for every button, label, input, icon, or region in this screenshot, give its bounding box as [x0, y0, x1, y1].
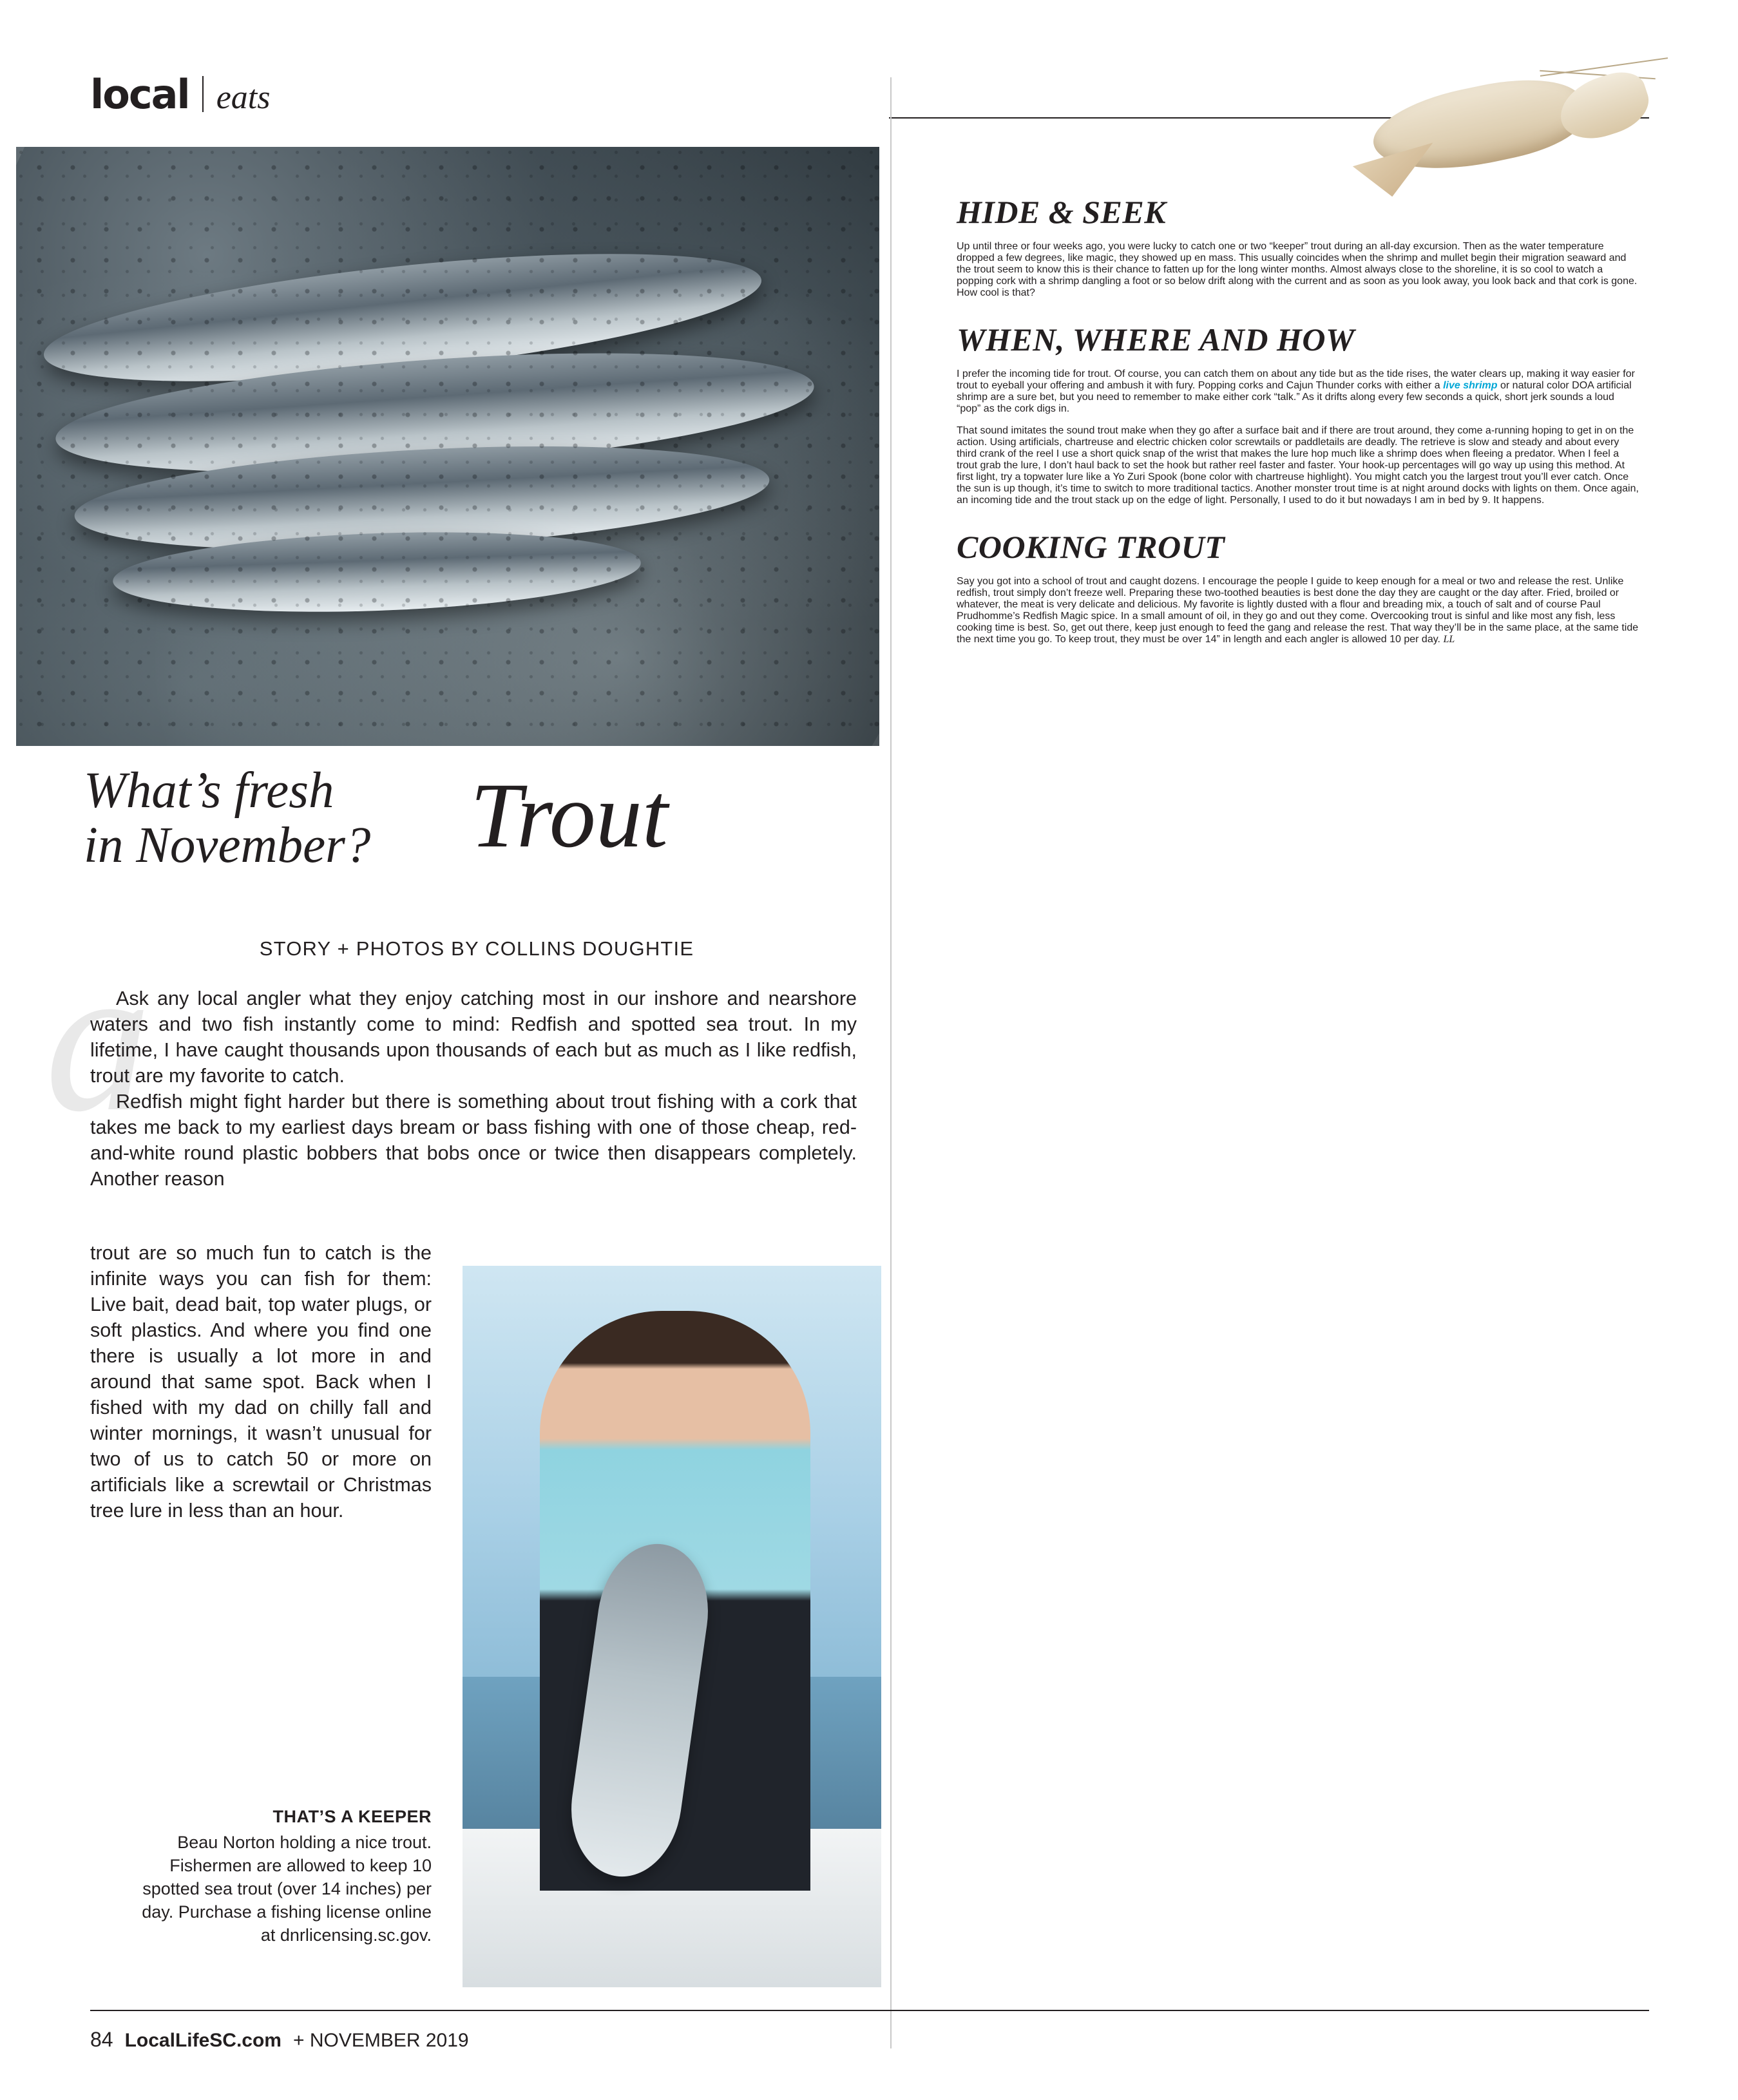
caption-body: Beau Norton holding a nice trout. Fishermen are allowed to keep 10 spotted sea trout (over 14 inches) per day. Purchase a fishing license online at dnrlicensing.sc.gov.: [142, 1833, 432, 1945]
masthead-divider: [202, 76, 204, 112]
footer-rule: [90, 2010, 1649, 2011]
inset-photo-angler-with-trout: [463, 1266, 881, 1987]
paragraph: Redfish might fight harder but there is something about trout fishing with a cork that takes me back to my earliest days bream or bass fishing with one of those cheap, red-and-white round plastic bobbers that bobs once or twice then disappears completely. Another reason: [90, 1091, 857, 1190]
paragraph-part-b: or natural color DOA artificial shrimp are a sure bet, but you need to remember to make either cork “talk.” As it drifts along every few seconds a quick, short jerk sounds a loud “pop” as the cork digs in.: [957, 380, 1632, 414]
footer-site: LocalLifeSC.com: [124, 2030, 282, 2051]
headline-line-2: in November?: [84, 817, 371, 874]
article-body-left-wide: [90, 986, 857, 1192]
headline-kicker: [84, 763, 496, 873]
shrimp-illustration: [1346, 61, 1668, 209]
headline-line-1: What’s fresh: [84, 763, 334, 819]
paragraph: That sound imitates the sound trout make when they go after a surface bait and if there are trout around, they come a-running hoping to get in on the action. Using artificials, chartreuse and electric chicken color screwtails or paddletails are deadly. The retrieve is slow and steady and about every third crank of the reel I use a short quick snap of the wrist that makes the lure hop much like a shrimp does when fleeing a predator. When I feel a trout grab the lure, I don’t haul back to set the hook but rather reel faster and faster. Your hook-up percentages will go way up using this method. At first light, try a topwater lure like a Yo Zuri Spook (bone color with chartreuse highlight). You might catch you the largest trout you’ll ever catch. Once the sun is up though, it’s time to switch to more traditional tactics. Another monster trout time is at night around docks with lights on them. Once again, an incoming tide and the trout stack up on the edge of light. Personally, I used to do it but nowadays I am in bed by 9. It happens.: [957, 425, 1639, 506]
page-title: [71, 763, 883, 883]
section-heading-when-where-and-how: WHEN, WHERE AND HOW: [957, 321, 1355, 358]
footer-issue-date: + NOVEMBER 2019: [292, 2030, 469, 2051]
masthead-section: eats: [216, 79, 271, 116]
hero-photo-trout-on-ice: [16, 147, 879, 746]
page-number: 84: [90, 2028, 113, 2051]
paragraph: [957, 368, 1639, 415]
headline-feature-word: Trout: [470, 765, 668, 867]
highlighted-term-live-shrimp: live shrimp: [1443, 380, 1498, 391]
article-body-left-narrow: [90, 1240, 432, 1523]
section-heading-cooking-trout: COOKING TROUT: [957, 529, 1225, 565]
shrimp-antenna: [1540, 57, 1668, 77]
paragraph: trout are so much fun to catch is the infinite ways you can fish for them: Live bait, dead bait, top water plugs, or soft plastics. And where you find one there is usually a lot more in and around that same spot. Back when I fished with my dad on chilly fall and winter mornings, it wasn’t unusual for two of us to catch 50 or more on artificials like a screwtail or Christmas tree lure in less than an hour.: [90, 1242, 432, 1522]
paragraph-part-a: I prefer the incoming tide for trout. Of course, you can catch them on about any tide but as the tide rises, the water clears up, making it way easier for trout to eyeball your offering and ambush it with fury. Popping corks and Cajun Thunder corks with either a: [957, 368, 1635, 391]
page-footer: [90, 2028, 469, 2052]
paragraph: Ask any local angler what they enjoy catching most in our inshore and nearshore waters and two fish instantly come to mind: Redfish and spotted sea trout. In my lifetime, I have caught thousands upon thousands of each but as much as I like redfish, trout are my favorite to catch.: [90, 988, 857, 1087]
masthead-brand: local: [90, 71, 189, 118]
column-divider-rule: [890, 77, 892, 2048]
photo-caption: [129, 1807, 432, 1947]
section-heading-hide-and-seek: HIDE & SEEK: [957, 194, 1167, 230]
masthead: [90, 71, 270, 118]
decorative-dropcap: a: [45, 921, 151, 1156]
paragraph: [957, 576, 1639, 645]
byline: STORY + PHOTOS BY COLLINS DOUGHTIE: [259, 937, 694, 960]
caption-title: THAT’S A KEEPER: [272, 1807, 432, 1826]
article-body-right: [957, 193, 1639, 656]
paragraph: Up until three or four weeks ago, you were lucky to catch one or two “keeper” trout during an all-day excursion. Then as the water temperature dropped a few degrees, like magic, they showed up en mass. This usually coincides when the shrimp and mullet begin their migration seaward and the trout seem to know this is their chance to fatten up for the long winter months. Almost always close to the shoreline, it is so cool to watch a popping cork with a shrimp dangling a foot or so below drift along with the current and as soon as you look away, you look back and that cork is gone. How cool is that?: [957, 241, 1638, 298]
trout-spots-texture: [16, 147, 879, 746]
end-mark: LL: [1443, 634, 1455, 645]
paragraph-text: Say you got into a school of trout and caught dozens. I encourage the people I guide to keep enough for a meal or two and release the rest. Unlike redfish, trout simply don’t freeze well. Preparing these two-toothed beauties is best done the day they are caught or the day after. Fried, broiled or whatever, the meat is very delicate and delicious. My favorite is lightly dusted with a flour and breading mix, a touch of salt and of course Paul Prudhomme’s Redfish Magic spice. In a small amount of oil, in they go and out they come. Overcooking trout is sinful and like most any fish, less cooking time is best. So, get out there, keep just enough to feed the gang and release the rest. That way they’ll be in the same place, at the same tide the next time you go. To keep trout, they must be over 14” in length and each angler is allowed 10 per day.: [957, 576, 1639, 645]
